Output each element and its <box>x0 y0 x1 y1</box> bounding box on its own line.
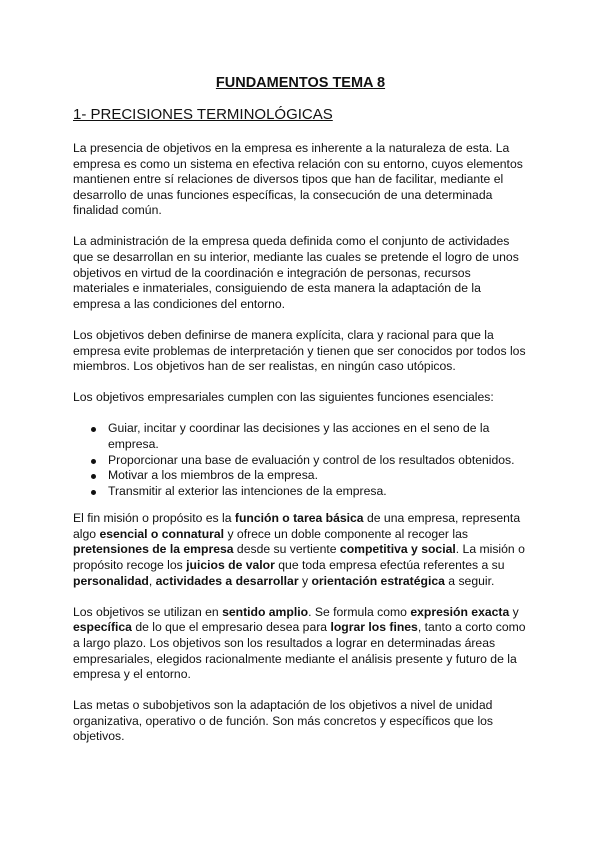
list-item: Transmitir al exterior las intenciones de la empresa. <box>108 484 528 500</box>
list-item: Proporcionar una base de evaluación y control de los resultados obtenidos. <box>108 453 528 469</box>
text-run: de una empresa, representa algo <box>73 511 521 541</box>
text-run: desde su vertiente <box>233 542 340 557</box>
functions-list <box>73 421 528 499</box>
bold-run: función o tarea básica <box>234 511 364 526</box>
text-run: Los objetivos se utilizan en <box>73 604 223 619</box>
text-run: , tanto a corto como a largo plazo. Los objetivos son los resultados a lograr en determinadas áreas empresariales, elegidos racionalmente mediante el análisis presente y futuro de la empresa y el entorno. <box>73 620 526 682</box>
paragraph-mission <box>73 511 528 589</box>
bold-run: competitiva y social <box>339 542 456 557</box>
text-run: que toda empresa efectúa referentes a su <box>274 558 505 573</box>
bold-run: pretensiones de la empresa <box>73 542 234 557</box>
paragraph-2: La administración de la empresa queda definida como el conjunto de actividades que se desarrollan en su interior, mediante las cuales se pretende el logro de unos objetivos en virtud de la coordinación e integración de personas, recursos materiales e inmateriales, consiguiendo de esta manera la adaptación de la empresa a las condiciones del entorno. <box>73 234 519 311</box>
section-heading: 1- PRECISIONES TERMINOLÓGICAS <box>73 106 333 123</box>
bold-run: orientación estratégica <box>311 573 445 588</box>
document-page <box>73 74 528 761</box>
text-run: y <box>509 604 519 619</box>
text-run: y <box>298 573 312 588</box>
document-title: FUNDAMENTOS TEMA 8 <box>215 75 386 91</box>
bold-run: esencial o connatural <box>99 526 225 541</box>
paragraph-3: Los objetivos deben definirse de manera explícita, clara y racional para que la empresa evite problemas de interpretación y tienen que ser conocidos por todos los miembros. Los objetivos han de ser realistas, en ningún caso utópicos. <box>73 327 526 374</box>
paragraph-objectives <box>73 605 528 683</box>
text-run: de lo que el empresario desea para <box>131 620 331 635</box>
bold-run: sentido amplio <box>222 604 309 619</box>
paragraph-1: La presencia de objetivos en la empresa es inherente a la naturaleza de esta. La empresa es como un sistema en efectiva relación con su entorno, cuyos elementos mantienen entre sí relaciones de diversos tipos que han de facilitar, mediante el desarrollo de unas funciones específicas, la consecución de una determinada finalidad común. <box>73 141 523 218</box>
paragraph-4: Los objetivos empresariales cumplen con las siguientes funciones esenciales: <box>73 390 494 405</box>
bold-run: actividades a desarrollar <box>155 573 299 588</box>
bold-run: expresión exacta <box>410 604 510 619</box>
text-run: y ofrece un doble componente al recoger las <box>224 526 468 541</box>
text-run: a seguir. <box>444 573 495 588</box>
text-run: El fin misión o propósito es la <box>73 511 235 526</box>
bold-run: personalidad <box>73 573 149 588</box>
text-run: , <box>148 573 156 588</box>
paragraph-goals: Las metas o subobjetivos son la adaptación de los objetivos a nivel de unidad organizativa, operativo o de función. Son más concretos y específicos que los objetivos. <box>73 698 494 744</box>
list-item: Guiar, incitar y coordinar las decisiones y las acciones en el seno de la empresa. <box>108 421 528 452</box>
text-run: . Se formula como <box>308 604 411 619</box>
list-item: Motivar a los miembros de la empresa. <box>108 468 528 484</box>
bold-run: juicios de valor <box>186 558 275 573</box>
text-run: . La misión o propósito recoge los <box>73 542 525 573</box>
bold-run: específica <box>73 620 132 635</box>
bold-run: lograr los fines <box>330 620 418 635</box>
